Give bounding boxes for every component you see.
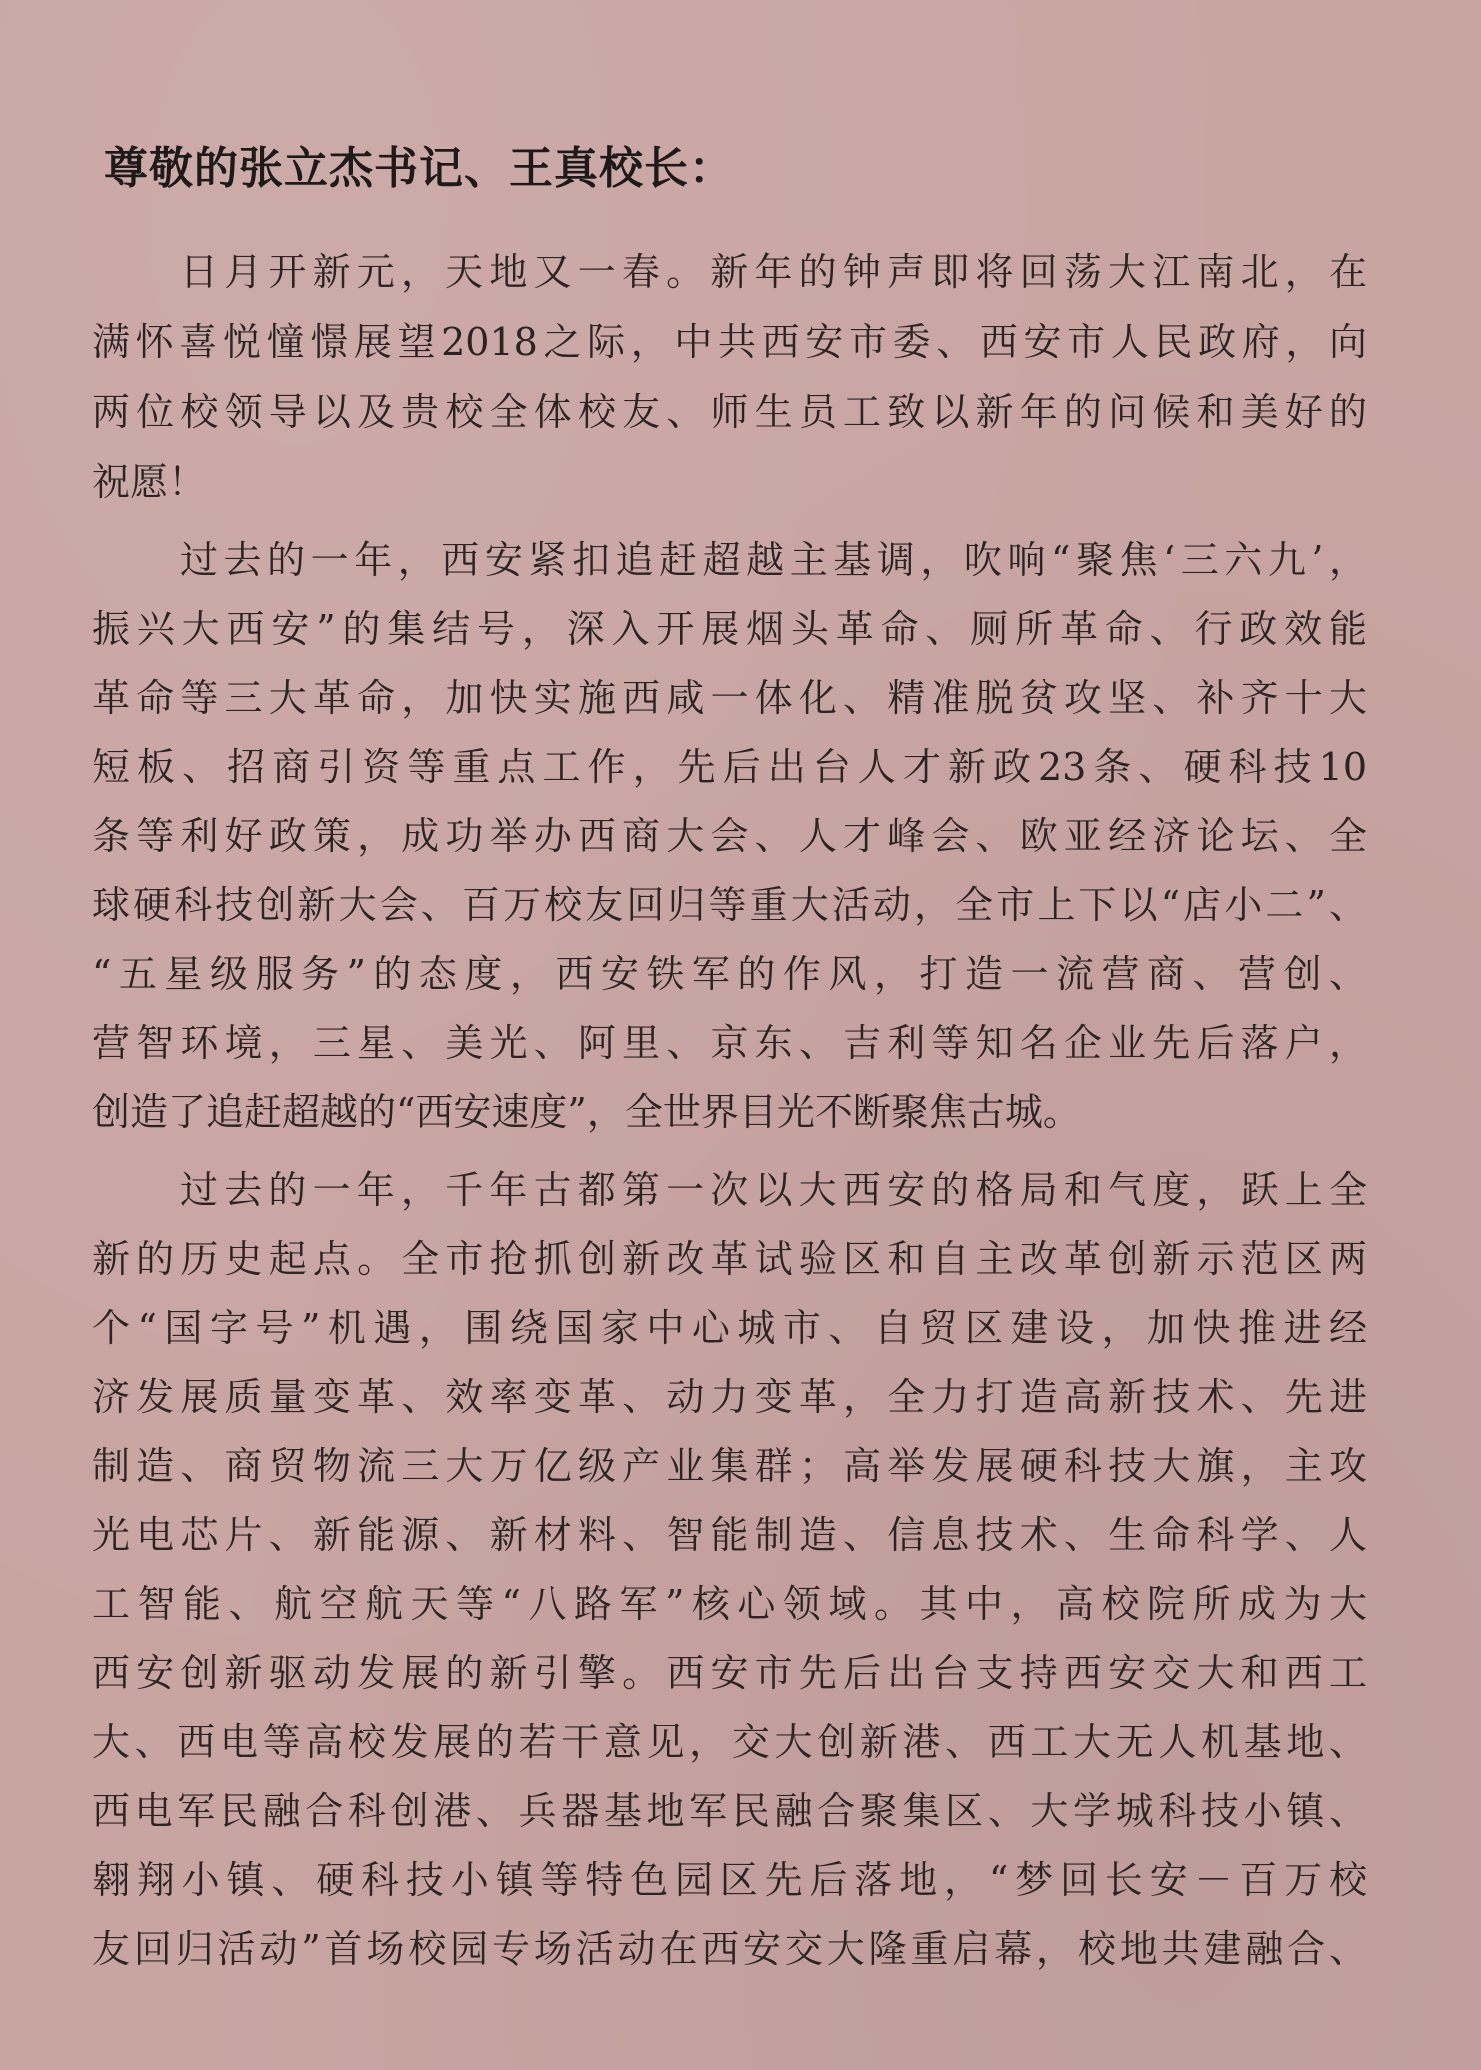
text-line: 个“国字号”机遇，围绕国家中心城市、自贸区建设，加快推进经 — [92, 1306, 1367, 1350]
text-line: 球硬科技创新大会、百万校友回归等重大活动，全市上下以“店小二”、 — [92, 883, 1367, 927]
text-line: 革命等三大革命，加快实施西咸一体化、精准脱贫攻坚、补齐十大 — [92, 676, 1367, 720]
text-line: 友回归活动”首场校园专场活动在西安交大隆重启幕，校地共建融合、 — [92, 1927, 1367, 1971]
text-line: 翱翔小镇、硬科技小镇等特色园区先后落地，“梦回长安－百万校 — [92, 1858, 1367, 1902]
text-line: 工智能、航空航天等“八路军”核心领域。其中，高校院所成为大 — [92, 1582, 1367, 1626]
text-line: 新的历史起点。全市抢抓创新改革试验区和自主改革创新示范区两 — [92, 1237, 1367, 1281]
text-line: 满怀喜悦憧憬展望2018之际，中共西安市委、西安市人民政府，向 — [92, 320, 1367, 364]
text-line: 条等利好政策，成功举办西商大会、人才峰会、欧亚经济论坛、全 — [92, 814, 1367, 858]
text-line: “五星级服务”的态度，西安铁军的作风，打造一流营商、营创、 — [92, 952, 1367, 996]
text-line: 过去的一年，千年古都第一次以大西安的格局和气度，跃上全 — [180, 1168, 1367, 1212]
text-line: 西电军民融合科创港、兵器基地军民融合聚集区、大学城科技小镇、 — [92, 1789, 1367, 1833]
text-line: 济发展质量变革、效率变革、动力变革，全力打造高新技术、先进 — [92, 1375, 1367, 1419]
text-line: 创造了追赶超越的“西安速度”，全世界目光不断聚焦古城。 — [92, 1090, 1081, 1134]
text-line: 大、西电等高校发展的若干意见，交大创新港、西工大无人机基地、 — [92, 1720, 1367, 1764]
text-line: 营智环境，三星、美光、阿里、京东、吉利等知名企业先后落户， — [92, 1021, 1367, 1065]
text-line: 振兴大西安”的集结号，深入开展烟头革命、厕所革命、行政效能 — [92, 607, 1367, 651]
text-line: 日月开新元，天地又一春。新年的钟声即将回荡大江南北，在 — [180, 250, 1367, 294]
text-line: 制造、商贸物流三大万亿级产业集群；高举发展硬科技大旗，主攻 — [92, 1444, 1367, 1488]
text-line: 短板、招商引资等重点工作，先后出台人才新政23条、硬科技10 — [92, 745, 1367, 789]
text-line: 光电芯片、新能源、新材料、智能制造、信息技术、生命科学、人 — [92, 1513, 1367, 1557]
text-line: 过去的一年，西安紧扣追赶超越主基调，吹响“聚焦‘三六九’， — [180, 538, 1367, 582]
salutation: 尊敬的张立杰书记、王真校长： — [104, 143, 734, 194]
text-line: 西安创新驱动发展的新引擎。西安市先后出台支持西安交大和西工 — [92, 1651, 1367, 1695]
text-line: 祝愿！ — [92, 460, 207, 504]
text-line: 两位校领导以及贵校全体校友、师生员工致以新年的问候和美好的 — [92, 390, 1367, 434]
